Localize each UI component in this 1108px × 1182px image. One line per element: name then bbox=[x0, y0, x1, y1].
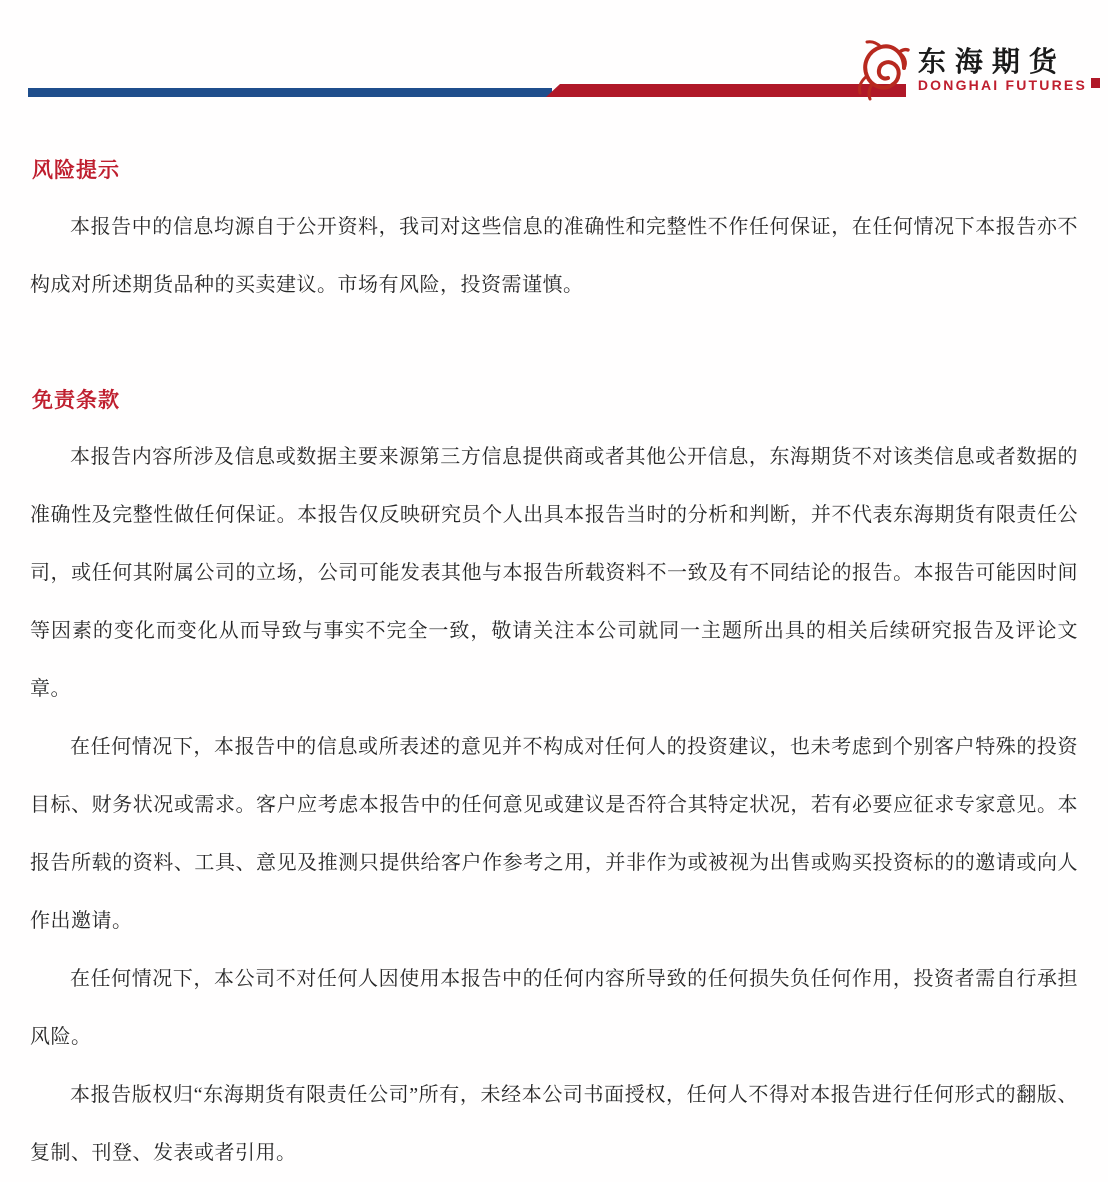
logo-accent-square bbox=[1091, 78, 1100, 88]
document-body bbox=[0, 154, 1108, 1182]
logo-brand-english: DONGHAI FUTURES bbox=[917, 77, 1087, 93]
logo-brand-chinese: 东海期货 bbox=[917, 46, 1066, 77]
page-header bbox=[0, 0, 1108, 132]
company-logo bbox=[854, 38, 1100, 102]
header-rule-blue bbox=[28, 88, 552, 97]
logo-english-row bbox=[918, 77, 1100, 93]
logo-text bbox=[918, 47, 1100, 93]
header-rule-red bbox=[546, 84, 906, 97]
disclaimer-paragraph-4: 本报告版权归“东海期货有限责任公司”所有，未经本公司书面授权，任何人不得对本报告进行任何形式的翻版、复制、刊登、发表或者引用。 bbox=[30, 1084, 1078, 1164]
section-heading-disclaimer: 免责条款 bbox=[32, 389, 120, 412]
risk-notice-paragraph: 本报告中的信息均源自于公开资料，我司对这些信息的准确性和完整性不作任何保证，在任何情况下本报告亦不构成对所述期货品种的买卖建议。市场有风险，投资需谨慎。 bbox=[30, 216, 1078, 296]
dragon-logo-icon bbox=[854, 38, 914, 102]
section-heading-risk-notice: 风险提示 bbox=[32, 159, 120, 182]
disclaimer-paragraph-2: 在任何情况下，本报告中的信息或所表述的意见并不构成对任何人的投资建议，也未考虑到个别客户特殊的投资目标、财务状况或需求。客户应考虑本报告中的任何意见或建议是否符合其特定状况，若有必要应征求专家意见。本报告所载的资料、工具、意见及推测只提供给客户作参考之用，并非作为或被视为出售或购买投资标的的邀请或向人作出邀请。 bbox=[30, 736, 1078, 932]
disclaimer-paragraph-1: 本报告内容所涉及信息或数据主要来源第三方信息提供商或者其他公开信息，东海期货不对该类信息或者数据的准确性及完整性做任何保证。本报告仅反映研究员个人出具本报告当时的分析和判断，并不代表东海期货有限责任公司，或任何其附属公司的立场，公司可能发表其他与本报告所载资料不一致及有不同结论的报告。本报告可能因时间等因素的变化而变化从而导致与事实不完全一致，敬请关注本公司就同一主题所出具的相关后续研究报告及评论文章。 bbox=[30, 446, 1078, 700]
disclaimer-paragraph-3: 在任何情况下，本公司不对任何人因使用本报告中的任何内容所导致的任何损失负任何作用，投资者需自行承担风险。 bbox=[30, 968, 1078, 1048]
